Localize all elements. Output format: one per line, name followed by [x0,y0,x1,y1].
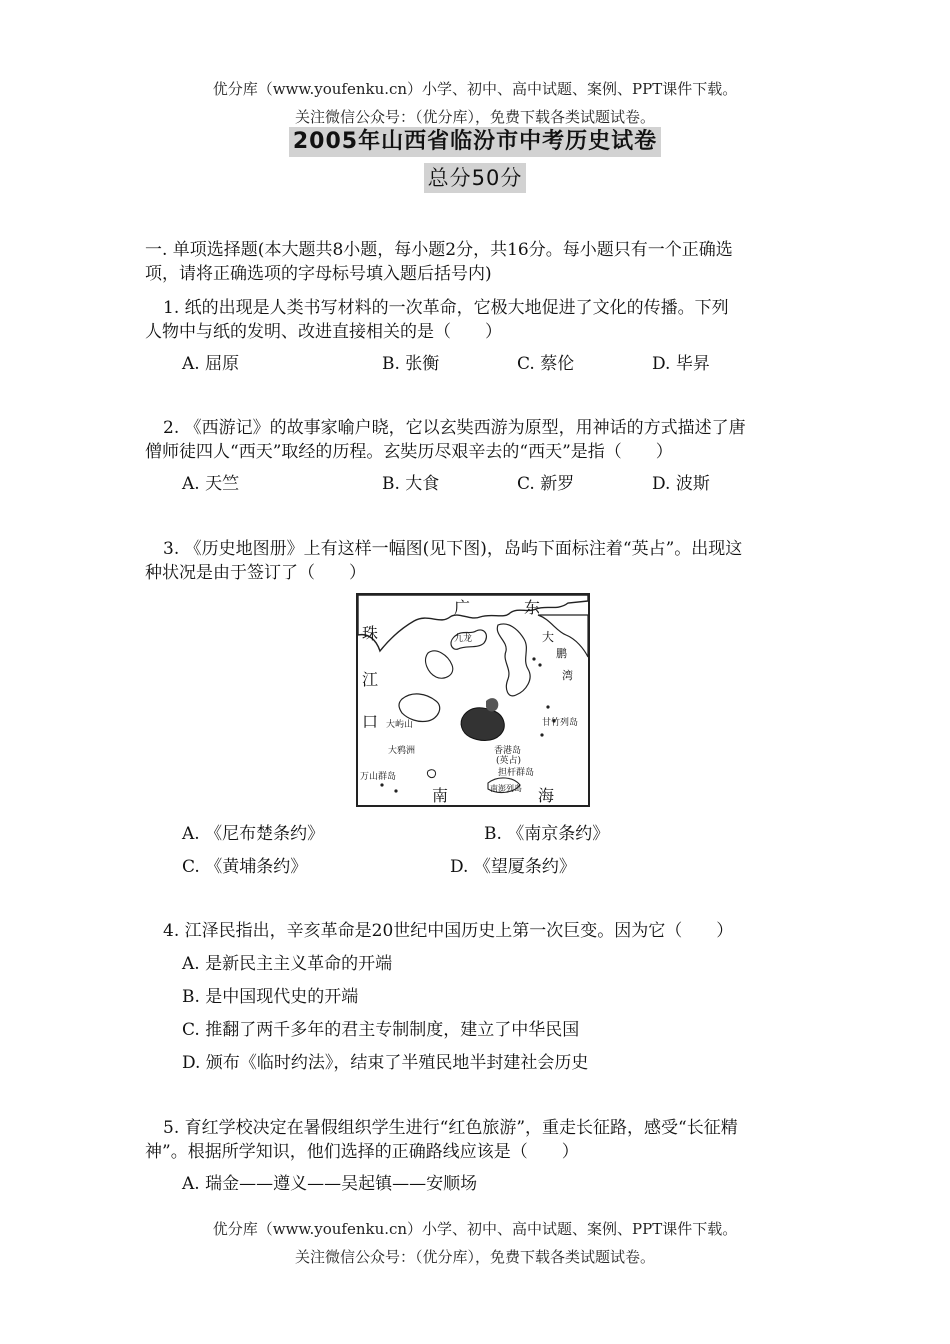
map-label-guang: 广 [454,598,471,617]
q3-stem-line-1: 3. 《历史地图册》上有这样一幅图(见下图)，岛屿下面标注着“英占”。出现这 [163,539,743,559]
map-label-nanpeng: 南澎列岛 [490,784,522,793]
section-instruction-line-2: 项，请将正确选项的字母标号填入题后括号内) [145,264,492,284]
islet-dot-3 [540,733,543,736]
q2-option-b[interactable]: B. 大食 [382,474,440,494]
q2-stem-line-2: 僧师徒四人“西天”取经的历程。玄奘历尽艰辛去的“西天”是指（ ） [145,442,673,462]
exam-subtitle [0,163,950,193]
q5-option-a[interactable]: A. 瑞金——遵义——吴起镇——安顺场 [182,1174,478,1194]
lamma-island [486,698,498,711]
islet-dot-7 [394,789,397,792]
islet-dot-5 [538,663,541,666]
map-label-jiulong: 九龙 [454,634,473,644]
dapeng-peninsula [497,624,530,696]
islet-dot-1 [546,705,549,708]
q1-option-b[interactable]: B. 张衡 [382,354,440,374]
q3-option-c[interactable]: C. 《黄埔条约》 [182,857,308,877]
q5-stem-line-2: 神”。根据所学知识，他们选择的正确路线应该是（ ） [145,1142,579,1162]
new-territories [426,651,453,678]
map-drawing [358,595,588,805]
q3-stem-line-2: 种状况是由于签订了（ ） [145,563,366,583]
map-label-dayuzhou: 大鸦洲 [388,746,416,756]
map-label-hai: 海 [538,786,555,805]
map-label-zhu: 珠 [362,624,379,643]
q1-stem-line-2: 人物中与纸的发明、改进直接相关的是（ ） [145,322,502,342]
q3-option-d[interactable]: D. 《望厦条约》 [450,857,576,877]
map-label-jiang: 江 [362,670,379,689]
map-label-xianggang: 香港岛 [494,746,522,756]
header-line-2: 关注微信公众号：（优分库），免费下载各类试题试卷。 [294,108,655,126]
q2-option-d[interactable]: D. 波斯 [652,474,710,494]
footer-line-1: 优分库（www.youfenku.cn）小学、初中、高中试题、案例、PPT课件下载。 [212,1220,738,1238]
map-label-yingzhan: (英占) [496,756,522,766]
map-label-wanshan: 万山群岛 [360,772,397,782]
small-island-1 [427,770,435,778]
q4-option-c[interactable]: C. 推翻了两千多年的君主专制制度，建立了中华民国 [182,1020,580,1040]
map-label-dayushan: 大屿山 [386,720,414,730]
q1-option-a[interactable]: A. 屈原 [182,354,240,374]
exam-title [0,127,950,157]
map-label-dong: 东 [524,598,541,617]
footer-line-2: 关注微信公众号：（优分库），免费下载各类试题试卷。 [294,1248,655,1266]
q4-option-a[interactable]: A. 是新民主主义革命的开端 [182,954,393,974]
q1-option-c[interactable]: C. 蔡伦 [517,354,575,374]
map-label-peng: 鹏 [556,647,567,660]
q2-stem-line-1: 2. 《西游记》的故事家喻户晓，它以玄奘西游为原型，用神话的方式描述了唐 [163,418,746,438]
q4-option-b[interactable]: B. 是中国现代史的开端 [182,987,359,1007]
map-label-nan: 南 [432,786,449,805]
section-instruction-line-1: 一. 单项选择题(本大题共8小题，每小题2分，共16分。每小题只有一个正确选 [145,240,733,260]
exam-subtitle-text: 总分50分 [424,163,527,193]
map-label-wan: 湾 [562,669,573,682]
q2-option-c[interactable]: C. 新罗 [517,474,575,494]
hong-kong-island [461,708,504,741]
lantau-island [399,694,440,722]
map-label-da: 大 [542,630,555,644]
map-label-kou: 口 [362,712,379,731]
map-label-lema: 担杆群岛 [498,768,535,778]
header-line-1: 优分库（www.youfenku.cn）小学、初中、高中试题、案例、PPT课件下载。 [212,80,738,98]
q1-stem-line-1: 1. 纸的出现是人类书写材料的一次革命，它极大地促进了文化的传播。下列 [163,298,729,318]
q5-stem-line-1: 5. 育红学校决定在暑假组织学生进行“红色旅游”，重走长征路，感受“长征精 [163,1118,738,1138]
q4-stem-line-1: 4. 江泽民指出，辛亥革命是20世纪中国历史上第一次巨变。因为它（ ） [163,921,734,941]
islet-dot-4 [532,657,535,660]
q3-option-a[interactable]: A. 《尼布楚条约》 [182,824,325,844]
exam-title-text: 2005年山西省临汾市中考历史试卷 [289,127,661,157]
hong-kong-map-figure [356,593,590,807]
q3-option-b[interactable]: B. 《南京条约》 [484,824,610,844]
q4-option-d[interactable]: D. 颁布《临时约法》，结束了半殖民地半封建社会历史 [182,1053,589,1073]
q2-option-a[interactable]: A. 天竺 [182,474,240,494]
q1-option-d[interactable]: D. 毕昇 [652,354,710,374]
islet-dot-6 [380,783,383,786]
map-label-ganzhu: 甘竹列岛 [542,718,579,728]
